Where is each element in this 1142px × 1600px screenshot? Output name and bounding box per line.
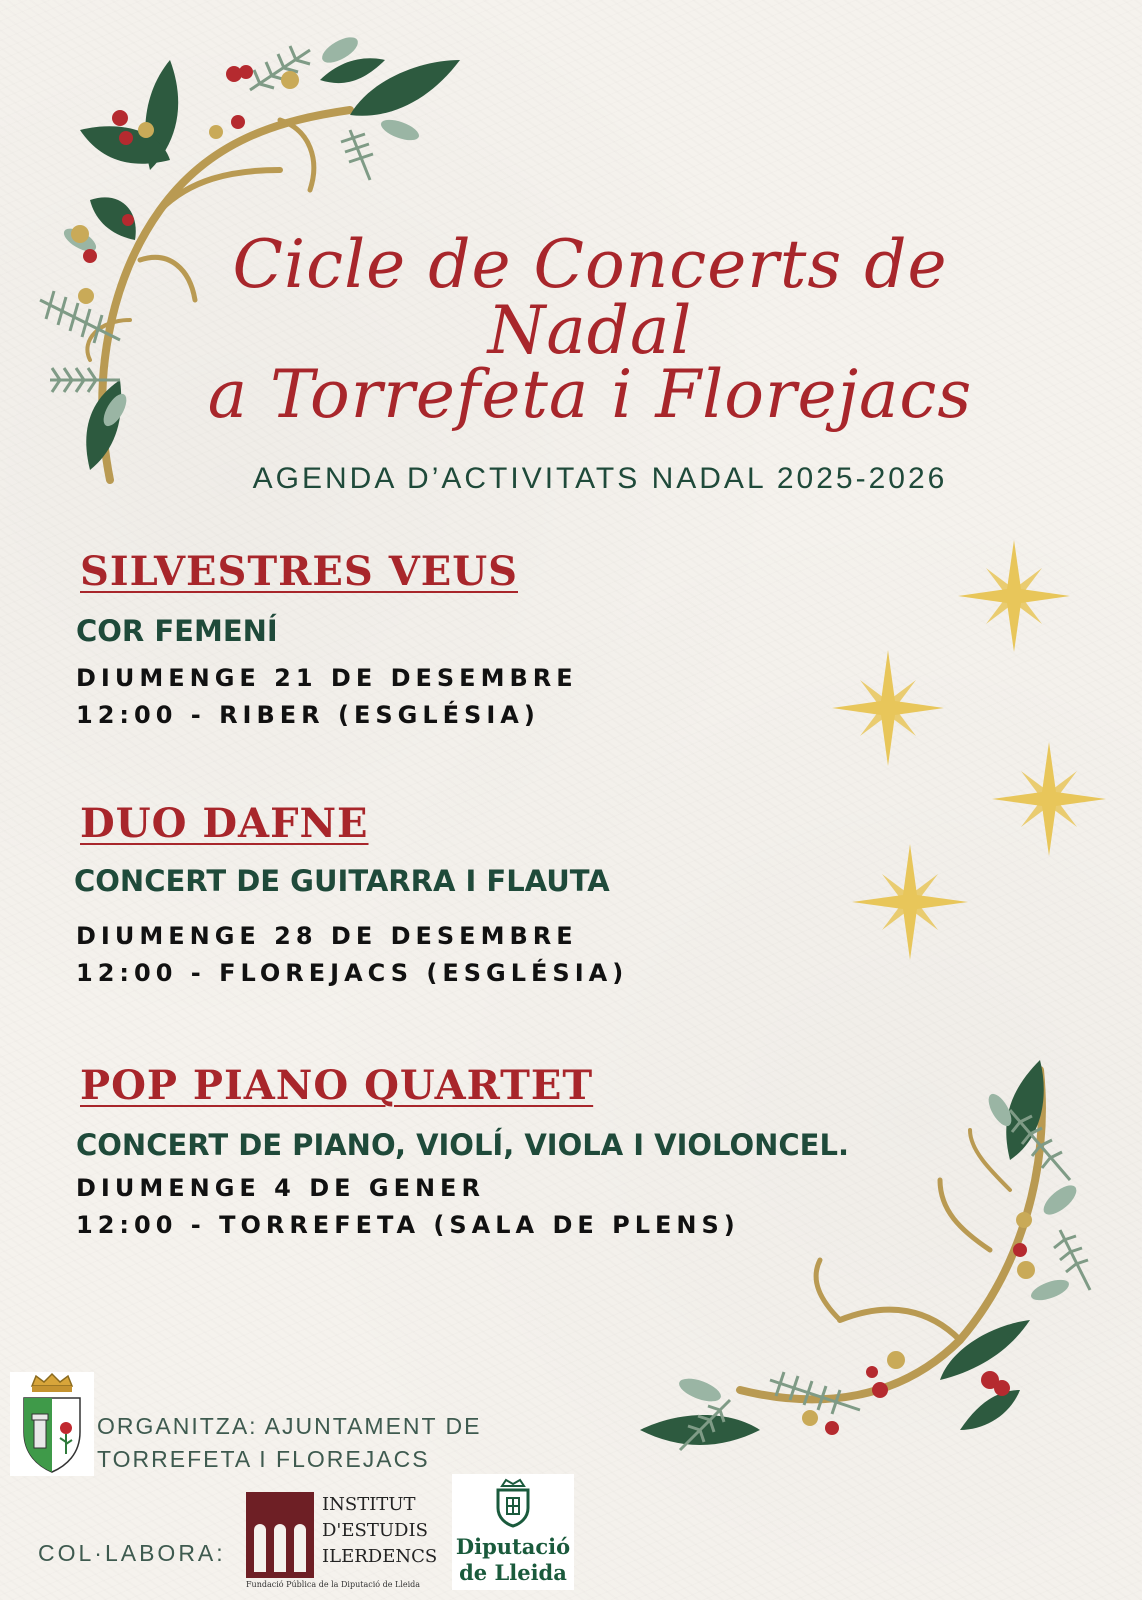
event-date: DIUMENGE 4 DE GENER (76, 1174, 485, 1202)
gold-star-icon (832, 650, 944, 766)
event-name: SILVESTRES VEUS (80, 548, 518, 595)
main-title-line-1: Cicle de Concerts de Nadal (232, 226, 948, 369)
iei-arches-icon (246, 1492, 314, 1578)
iei-line-3: ILERDENCS (322, 1546, 438, 1567)
event-time-place: 12:00 - TORREFETA (SALA DE PLENS) (76, 1211, 740, 1239)
organizer-block (97, 1410, 482, 1476)
event-date: DIUMENGE 28 DE DESEMBRE (76, 922, 578, 950)
event-time-place: 12:00 - RIBER (ESGLÉSIA) (76, 701, 540, 729)
iei-line-2: D'ESTUDIS (322, 1520, 428, 1541)
agenda-subtitle: AGENDA D’ACTIVITATS NADAL 2025-2026 (252, 462, 948, 495)
iei-logo (246, 1492, 438, 1589)
event-name: DUO DAFNE (80, 800, 369, 847)
diputacio-line-1: Diputació (455, 1534, 571, 1559)
event-description: CONCERT DE GUITARRA I FLAUTA (74, 864, 610, 898)
organizer-line-1: ORGANITZA: AJUNTAMENT DE (97, 1413, 482, 1439)
iei-line-1: INSTITUT (322, 1494, 416, 1515)
diputacio-wordmark (452, 1534, 574, 1586)
holly-garland-bottom-right (640, 1050, 1120, 1490)
gold-star-icon (852, 844, 968, 960)
event-description: COR FEMENÍ (76, 614, 278, 648)
diputacio-crest-icon (492, 1478, 534, 1528)
municipality-shield-logo (10, 1372, 94, 1476)
gold-star-icon (992, 742, 1106, 856)
diputacio-logo (452, 1474, 574, 1590)
iei-wordmark (322, 1492, 437, 1570)
gold-star-icon (958, 540, 1070, 652)
main-title-line-2: a Torrefeta i Florejacs (207, 356, 973, 433)
organizer-line-2: TORREFETA I FLOREJACS (97, 1446, 430, 1472)
collaborates-label: COL·LABORA: (38, 1540, 226, 1566)
shield-icon (10, 1372, 94, 1476)
diputacio-line-2: de Lleida (459, 1560, 567, 1585)
event-date: DIUMENGE 21 DE DESEMBRE (76, 664, 578, 692)
event-description: CONCERT DE PIANO, VIOLÍ, VIOLA I VIOLONCEL. (76, 1128, 849, 1162)
event-time-place: 12:00 - FLOREJACS (ESGLÉSIA) (76, 959, 629, 987)
event-name: POP PIANO QUARTET (80, 1062, 594, 1109)
iei-footer: Fundació Pública de la Diputació de Lleida (246, 1580, 421, 1589)
